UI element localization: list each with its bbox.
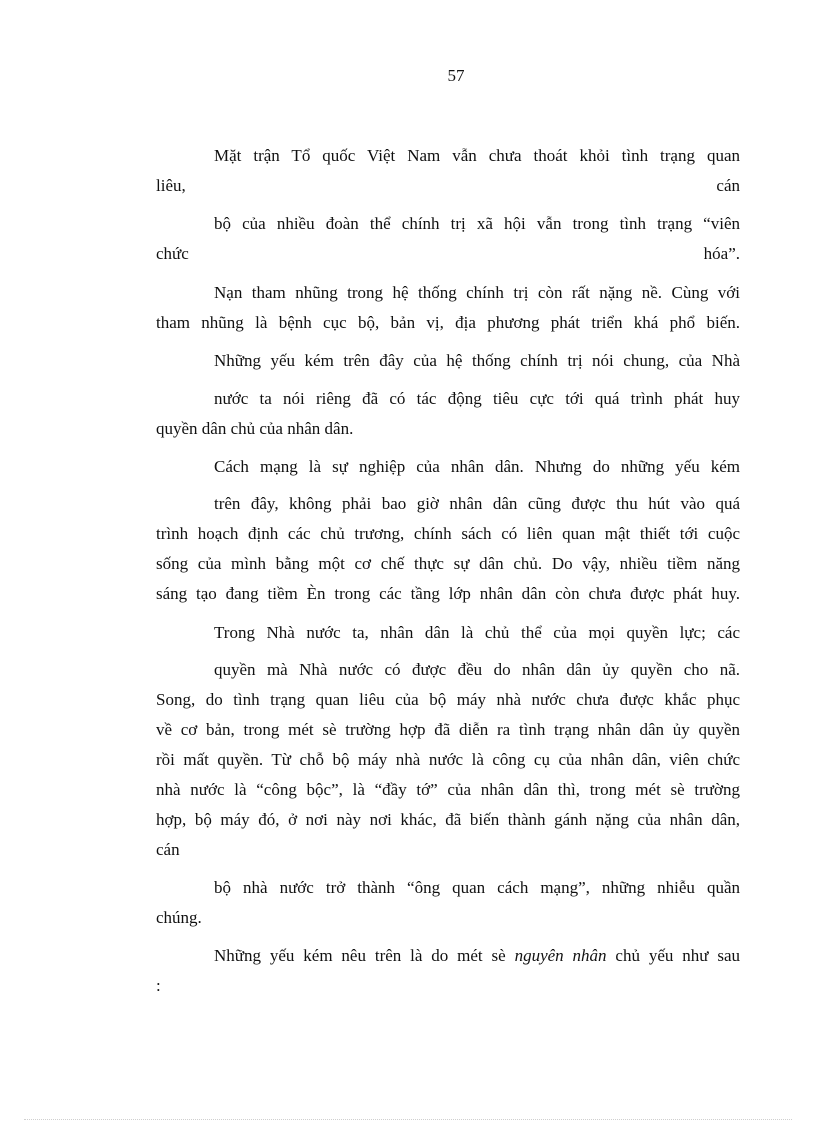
page-number: 57 <box>447 66 465 85</box>
text-line: quyền dân chủ của nhân dân. <box>156 419 354 438</box>
text-line: Cách mạng là sự nghiệp của nhân dân. Nhưng do những yếu kém <box>214 457 740 476</box>
text-line: quyền mà Nhà nước có được đều do nhân dân ủy quyền cho nã. <box>214 660 740 679</box>
text-line: cán <box>716 176 740 195</box>
text-line: bộ nhà nước trở thành “ông quan cách mạng”, những nhiễu quần <box>214 878 740 897</box>
text-line: về cơ bản, trong mét sè trường hợp đã diễn ra tình trạng nhân dân ủy quyền <box>156 720 740 739</box>
text-line: sáng tạo đang tiềm Èn trong các tầng lớp nhân dân còn chưa được phát huy. <box>156 584 740 603</box>
emphasis-text: nguyên nhân <box>514 946 607 965</box>
text-segment: chủ yếu như sau <box>606 946 741 965</box>
text-line: trình hoạch định các chủ trương, chính sách có liên quan mật thiết tới cuộc <box>156 524 740 543</box>
text-line <box>214 946 740 966</box>
text-line: hợp, bộ máy đó, ở nơi này nơi khác, đã biến thành gánh nặng của nhân dân, <box>156 810 740 829</box>
text-line: Nạn tham nhũng trong hệ thống chính trị còn rất nặng nề. Cùng với <box>214 283 740 302</box>
text-segment: Những yếu kém nêu trên là do mét sè <box>214 946 515 965</box>
text-line: : <box>156 976 161 995</box>
text-line: Mặt trận Tổ quốc Việt Nam vẫn chưa thoát khỏi tình trạng quan <box>214 146 740 165</box>
text-line: Những yếu kém trên đây của hệ thống chính trị nói chung, của Nhà <box>214 351 740 370</box>
text-line: bộ của nhiều đoàn thể chính trị xã hội vẫn trong tình trạng “viên <box>214 214 740 233</box>
text-line: nước ta nói riêng đã có tác động tiêu cực tới quá trình phát huy <box>214 389 740 408</box>
text-line: rồi mất quyền. Từ chỗ bộ máy nhà nước là công cụ của nhân dân, viên chức <box>156 750 740 769</box>
page-divider <box>24 1119 792 1120</box>
text-line: chúng. <box>156 908 202 927</box>
text-line: nhà nước là “công bộc”, là “đầy tớ” của nhân dân thì, trong mét sè trường <box>156 780 740 799</box>
text-line: tham nhũng là bệnh cục bộ, bản vị, địa phương phát triển khá phổ biến. <box>156 313 740 332</box>
text-line: Trong Nhà nước ta, nhân dân là chủ thể của mọi quyền lực; các <box>214 623 740 642</box>
text-line: chức <box>156 244 189 263</box>
text-line: Song, do tình trạng quan liêu của bộ máy nhà nước chưa được khắc phục <box>156 690 740 709</box>
text-line: liêu, <box>156 176 186 195</box>
text-line: cán <box>156 840 180 859</box>
text-line: trên đây, không phải bao giờ nhân dân cũng được thu hút vào quá <box>214 494 740 513</box>
text-line: hóa”. <box>703 244 740 263</box>
text-line: sống của mình bằng một cơ chế thực sự dân chủ. Do vậy, nhiều tiềm năng <box>156 554 740 573</box>
